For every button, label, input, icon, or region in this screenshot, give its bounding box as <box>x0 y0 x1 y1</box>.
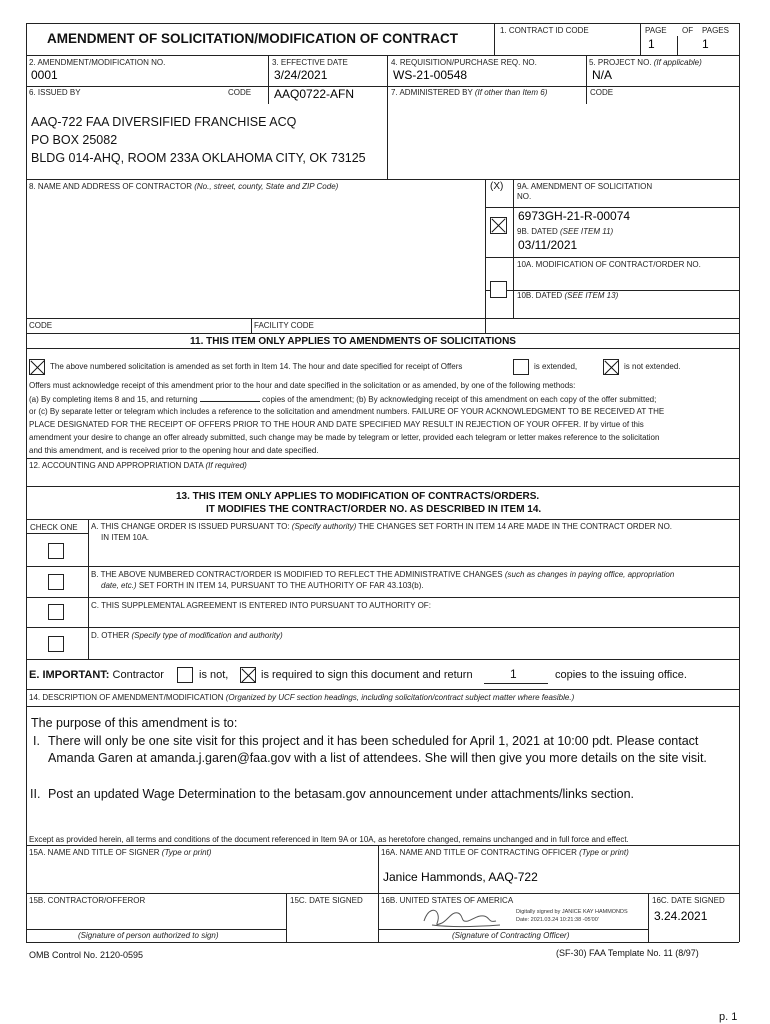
form-title: AMENDMENT OF SOLICITATION/MODIFICATION OF CONTRACT <box>47 31 458 46</box>
item-14-i1-line-2: Amanda Garen at amanda.j.garen@faa.gov with a list of attendees. She will then give you more details on the site visit. <box>48 751 707 765</box>
issuer-line-3: BLDG 014-AHQ, ROOM 233A OKLAHOMA CITY, OK 73125 <box>31 151 366 165</box>
item-9a-checkbox[interactable] <box>490 217 507 234</box>
signer-label: 15A. NAME AND TITLE OF SIGNER (Type or print) <box>29 848 212 857</box>
item-11-line-1: The above numbered solicitation is amended as set forth in Item 14. The hour and date specified for receipt of Offers <box>50 362 463 371</box>
option-c-text: C. THIS SUPPLEMENTAL AGREEMENT IS ENTERED INTO PURSUANT TO AUTHORITY OF: <box>91 601 431 610</box>
item-11-heading: 11. THIS ITEM ONLY APPLIES TO AMENDMENTS OF SOLICITATIONS <box>190 336 516 347</box>
issued-by-label: 6. ISSUED BY <box>29 88 81 97</box>
issued-code-value: AAQ0722-AFN <box>274 87 355 101</box>
item-9a-label: 9A. AMENDMENT OF SOLICITATION <box>517 182 653 191</box>
accounting-label: 12. ACCOUNTING AND APPROPRIATION DATA (If required) <box>29 461 247 470</box>
signature-16-caption: (Signature of Contracting Officer) <box>452 931 570 940</box>
option-a-checkbox[interactable] <box>48 543 64 559</box>
requisition-value: WS-21-00548 <box>393 68 468 82</box>
digital-signature-line-1: Digitally signed by JANICE KAY HAMMONDS <box>516 909 628 915</box>
is-required-checkbox[interactable] <box>240 667 256 683</box>
item-11-para-1: Offers must acknowledge receipt of this amendment prior to the hour and date specified in the solicitation or as amended, by one of the following methods: <box>29 381 576 390</box>
option-b-text: B. THE ABOVE NUMBERED CONTRACT/ORDER IS MODIFIED TO REFLECT THE ADMINISTRATIVE CHANGES (such as changes in paying office, appropriation <box>91 570 675 579</box>
contractor-offeror-label: 15B. CONTRACTOR/OFFEROR <box>29 896 146 905</box>
omb-control-no: OMB Control No. 2120-0595 <box>29 950 144 960</box>
important-line: E. IMPORTANT: Contractor <box>29 669 164 681</box>
item-10a-label: 10A. MODIFICATION OF CONTRACT/ORDER NO. <box>517 260 701 269</box>
page-label: PAGE <box>645 26 667 35</box>
solicitation-amended-checkbox[interactable] <box>29 359 45 375</box>
extended-text: is extended, <box>534 362 578 371</box>
is-not-checkbox[interactable] <box>177 667 193 683</box>
item-11-para-4: PLACE DESIGNATED FOR THE RECEIPT OF OFFERS PRIOR TO THE HOUR AND DATE SPECIFIED MAY RESULT IN REJECTION OF YOUR OFFER. If by virtue of this <box>29 420 644 429</box>
contract-id-label: 1. CONTRACT ID CODE <box>500 26 589 35</box>
pages-value: 1 <box>702 37 709 51</box>
page-number: p. 1 <box>719 1011 738 1023</box>
project-no-value: N/A <box>592 68 613 82</box>
officer-label: 16A. NAME AND TITLE OF CONTRACTING OFFICER (Type or print) <box>381 848 629 857</box>
contractor-code-label: CODE <box>29 321 53 330</box>
effective-date-value: 3/24/2021 <box>274 68 328 82</box>
item-9a-label-cont: NO. <box>517 192 532 201</box>
item-10a-checkbox[interactable] <box>490 281 507 298</box>
except-clause: Except as provided herein, all terms and conditions of the document referenced in Item 9A or 10A, as heretofore changed, remains unchanged and in full force and effect. <box>29 835 629 844</box>
date-16c-label: 16C. DATE SIGNED <box>652 896 725 905</box>
option-c-checkbox[interactable] <box>48 604 64 620</box>
option-b-text-cont: date, etc.) SET FORTH IN ITEM 14, PURSUANT TO THE AUTHORITY OF FAR 43.103(b). <box>101 581 424 590</box>
option-b-checkbox[interactable] <box>48 574 64 590</box>
option-d-checkbox[interactable] <box>48 636 64 652</box>
x-column-label: (X) <box>490 181 504 192</box>
item-14-i2-num: II. <box>30 787 41 801</box>
amendment-no-value: 0001 <box>31 68 58 82</box>
item-14-i1-num: I. <box>33 734 40 748</box>
usa-label: 16B. UNITED STATES OF AMERICA <box>381 896 514 905</box>
date-16c-value: 3.24.2021 <box>654 909 708 923</box>
item-11-para-6: and this amendment, and is received prior to the opening hour and date specified. <box>29 446 319 455</box>
item-14-intro: The purpose of this amendment is to: <box>31 716 238 730</box>
issued-code-label: CODE <box>228 88 252 97</box>
option-a-text-cont: IN ITEM 10A. <box>101 533 150 542</box>
extended-checkbox[interactable] <box>513 359 529 375</box>
is-required-text: is required to sign this document and return <box>261 669 473 681</box>
item-11-para-5: amendment your desire to change an offer already submitted, such change may be made by telegram or letter, provided each telegram or letter makes reference to the solicitation <box>29 433 660 442</box>
item-10b-label: 10B. DATED (SEE ITEM 13) <box>517 291 619 300</box>
administered-code-label: CODE <box>590 88 614 97</box>
officer-value: Janice Hammonds, AAQ-722 <box>383 870 538 884</box>
date-15c-label: 15C. DATE SIGNED <box>290 896 363 905</box>
option-a-text: A. THIS CHANGE ORDER IS ISSUED PURSUANT TO: (Specify authority) THE CHANGES SET FORTH IN ITEM 14 ARE MADE IN THE CONTRACT ORDER NO. <box>91 522 673 531</box>
rule <box>26 23 739 24</box>
is-not-text: is not, <box>199 669 229 681</box>
digital-signature-line-2: Date: 2021.03.24 10:21:38 -05'00' <box>516 917 599 923</box>
page-value: 1 <box>648 37 655 51</box>
signature-15-caption: (Signature of person authorized to sign) <box>78 931 219 940</box>
check-one-label: CHECK ONE <box>30 523 78 532</box>
project-no-label: 5. PROJECT NO. (If applicable) <box>589 58 702 67</box>
not-extended-text: is not extended. <box>624 362 681 371</box>
issuer-line-1: AAQ-722 FAA DIVERSIFIED FRANCHISE ACQ <box>31 115 297 129</box>
requisition-label: 4. REQUISITION/PURCHASE REQ. NO. <box>391 58 537 67</box>
item-13-heading-2: IT MODIFIES THE CONTRACT/ORDER NO. AS DESCRIBED IN ITEM 14. <box>206 504 542 515</box>
form-template-no: (SF-30) FAA Template No. 11 (8/97) <box>556 948 699 958</box>
effective-date-label: 3. EFFECTIVE DATE <box>272 58 348 67</box>
amendment-no-label: 2. AMENDMENT/MODIFICATION NO. <box>29 58 166 67</box>
facility-code-label: FACILITY CODE <box>254 321 314 330</box>
not-extended-checkbox[interactable] <box>603 359 619 375</box>
item-14-i2-line: Post an updated Wage Determination to the betasam.gov announcement under attachments/links section. <box>48 787 634 801</box>
option-d-text: D. OTHER (Specify type of modification and authority) <box>91 631 283 640</box>
of-label: OF <box>682 26 694 35</box>
item-14-i1-line-1: There will only be one site visit for this project and it has been scheduled for April 1, 2021 at 10:00 pdt. Please contact <box>48 734 699 748</box>
copies-value: 1 <box>510 667 517 681</box>
contracting-officer-signature <box>418 903 508 931</box>
pages-label: PAGES <box>702 26 729 35</box>
administered-by-label: 7. ADMINISTERED BY (If other than Item 6) <box>391 88 548 97</box>
item-14-label: 14. DESCRIPTION OF AMENDMENT/MODIFICATION (Organized by UCF section headings, including solicitation/contract subject matter where feasible.) <box>29 693 575 702</box>
item-9b-label: 9B. DATED (SEE ITEM 11) <box>517 227 614 236</box>
issuer-line-2: PO BOX 25082 <box>31 133 118 147</box>
item-11-para-2: (a) By completing items 8 and 15, and returning copies of the amendment; (b) By acknowledging receipt of this amendment on each copy of the offer submitted; <box>29 395 657 404</box>
item-13-heading-1: 13. THIS ITEM ONLY APPLIES TO MODIFICATION OF CONTRACTS/ORDERS. <box>176 491 540 502</box>
item-9b-value: 03/11/2021 <box>518 238 578 252</box>
item-9a-value: 6973GH-21-R-00074 <box>518 209 631 223</box>
item-11-para-3: or (c) By separate letter or telegram which includes a reference to the solicitation and amendment numbers. FAILURE OF YOUR ACKNOWLEDGMENT TO BE RECEIVED AT THE <box>29 407 665 416</box>
contractor-label: 8. NAME AND ADDRESS OF CONTRACTOR (No., street, county, State and ZIP Code) <box>29 182 339 191</box>
copies-text: copies to the issuing office. <box>555 669 687 681</box>
